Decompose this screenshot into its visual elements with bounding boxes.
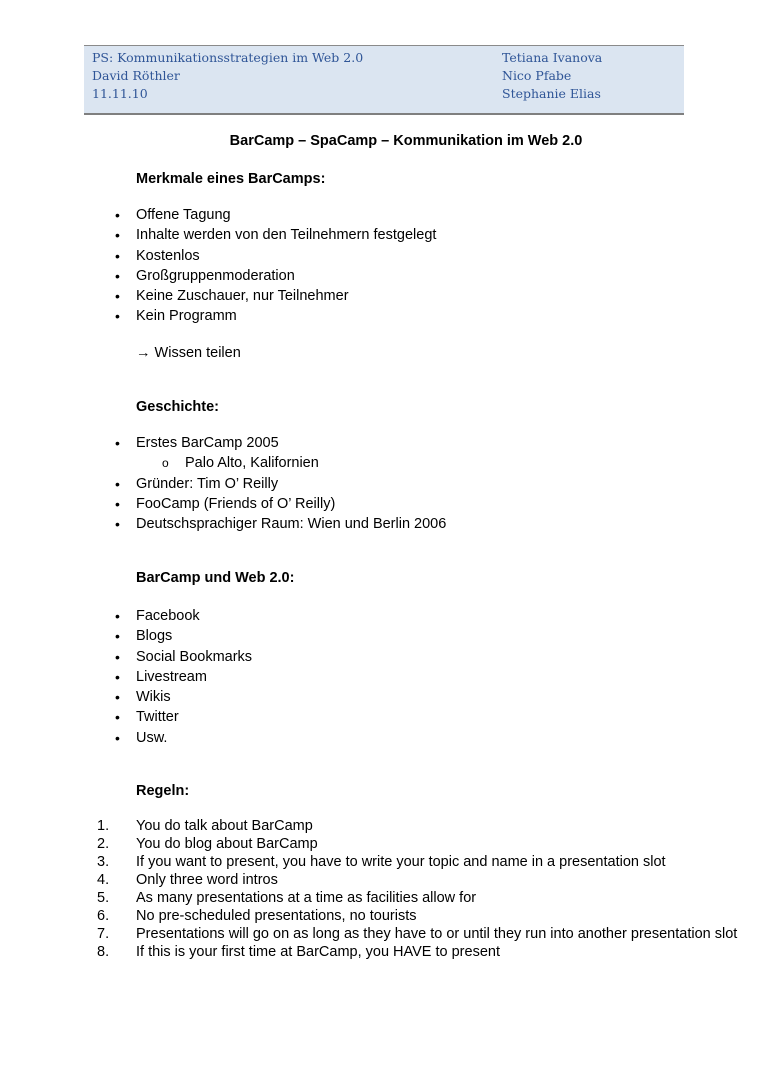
list-item: • Großgruppenmoderation xyxy=(0,266,436,286)
arrow-right-icon: → xyxy=(136,345,151,361)
list-item: • Facebook xyxy=(0,606,252,626)
list-item: • Offene Tagung xyxy=(0,205,436,225)
list-item: • Wikis xyxy=(0,687,252,707)
list-item: 2. You do blog about BarCamp xyxy=(97,836,318,852)
section-heading-web: BarCamp und Web 2.0: xyxy=(136,570,295,586)
document-date: 11.11.10 xyxy=(92,86,148,101)
bullet-icon: • xyxy=(115,729,120,746)
list-item: • Usw. xyxy=(0,728,252,748)
section-heading-regeln: Regeln: xyxy=(136,783,190,799)
list-item: • Erstes BarCamp 2005 xyxy=(0,433,446,453)
author-name: Stephanie Elias xyxy=(502,86,601,101)
author-name: Nico Pfabe xyxy=(502,68,572,83)
list-item: • Keine Zuschauer, nur Teilnehmer xyxy=(0,286,436,306)
list-item: • Livestream xyxy=(0,667,252,687)
list-item: • Blogs xyxy=(0,626,252,646)
list-item: • Inhalte werden von den Teilnehmern festgelegt xyxy=(0,225,436,245)
list-item: 6. No pre-scheduled presentations, no tourists xyxy=(97,908,417,924)
bullet-icon: • xyxy=(115,227,120,244)
bullet-icon: • xyxy=(115,689,120,706)
section-heading-merkmale: Merkmale eines BarCamps: xyxy=(136,171,326,187)
bullet-icon: • xyxy=(115,608,120,624)
circle-bullet-icon: o xyxy=(162,456,169,471)
list-item: 1. You do talk about BarCamp xyxy=(97,818,313,834)
header-right xyxy=(502,49,602,103)
bullet-icon: • xyxy=(115,516,120,533)
bullet-icon: • xyxy=(115,648,120,665)
section-heading-geschichte: Geschichte: xyxy=(136,399,219,415)
sub-list-item: o Palo Alto, Kalifornien xyxy=(0,453,446,473)
list-item: 5. As many presentations at a time as facilities allow for xyxy=(97,890,477,906)
note-text: Wissen teilen xyxy=(154,345,241,361)
list-item: • Twitter xyxy=(0,707,252,727)
list-item: • Social Bookmarks xyxy=(0,647,252,667)
bullet-icon: • xyxy=(115,628,120,645)
bullet-icon: • xyxy=(115,668,120,685)
web-list xyxy=(0,606,252,748)
regeln-list xyxy=(0,817,768,961)
list-item: • Gründer: Tim O’ Reilly xyxy=(0,474,446,494)
bullet-icon: • xyxy=(115,267,120,284)
list-item: 8. If this is your first time at BarCamp, you HAVE to present xyxy=(97,944,500,960)
bullet-icon: • xyxy=(115,207,120,223)
course-title: PS: Kommunikationsstrategien im Web 2.0 xyxy=(92,50,364,65)
list-item: • FooCamp (Friends of O’ Reilly) xyxy=(0,494,446,514)
list-item: 7. Presentations will go on as long as they have to or until they run into another presentation slot xyxy=(97,926,738,942)
bullet-icon: • xyxy=(115,288,120,305)
document-title: BarCamp – SpaCamp – Kommunikation im Web 2.0 xyxy=(229,133,583,149)
header-left xyxy=(92,49,363,103)
bullet-icon: • xyxy=(115,247,120,264)
list-item: • Kein Programm xyxy=(0,306,436,326)
note-wissen-teilen xyxy=(136,345,241,361)
instructor-name: David Röthler xyxy=(92,68,180,83)
list-item: 3. If you want to present, you have to write your topic and name in a presentation slot xyxy=(97,854,666,870)
bullet-icon: • xyxy=(115,475,120,492)
bullet-icon: • xyxy=(115,308,120,325)
document-header xyxy=(84,45,684,115)
author-name: Tetiana Ivanova xyxy=(502,50,603,65)
bullet-icon: • xyxy=(115,709,120,726)
merkmale-list xyxy=(0,205,436,327)
list-item: • Kostenlos xyxy=(0,246,436,266)
geschichte-list xyxy=(0,433,446,534)
bullet-icon: • xyxy=(115,495,120,512)
list-item: 4. Only three word intros xyxy=(97,872,278,888)
list-item: • Deutschsprachiger Raum: Wien und Berlin 2006 xyxy=(0,514,446,534)
bullet-icon: • xyxy=(115,435,120,451)
